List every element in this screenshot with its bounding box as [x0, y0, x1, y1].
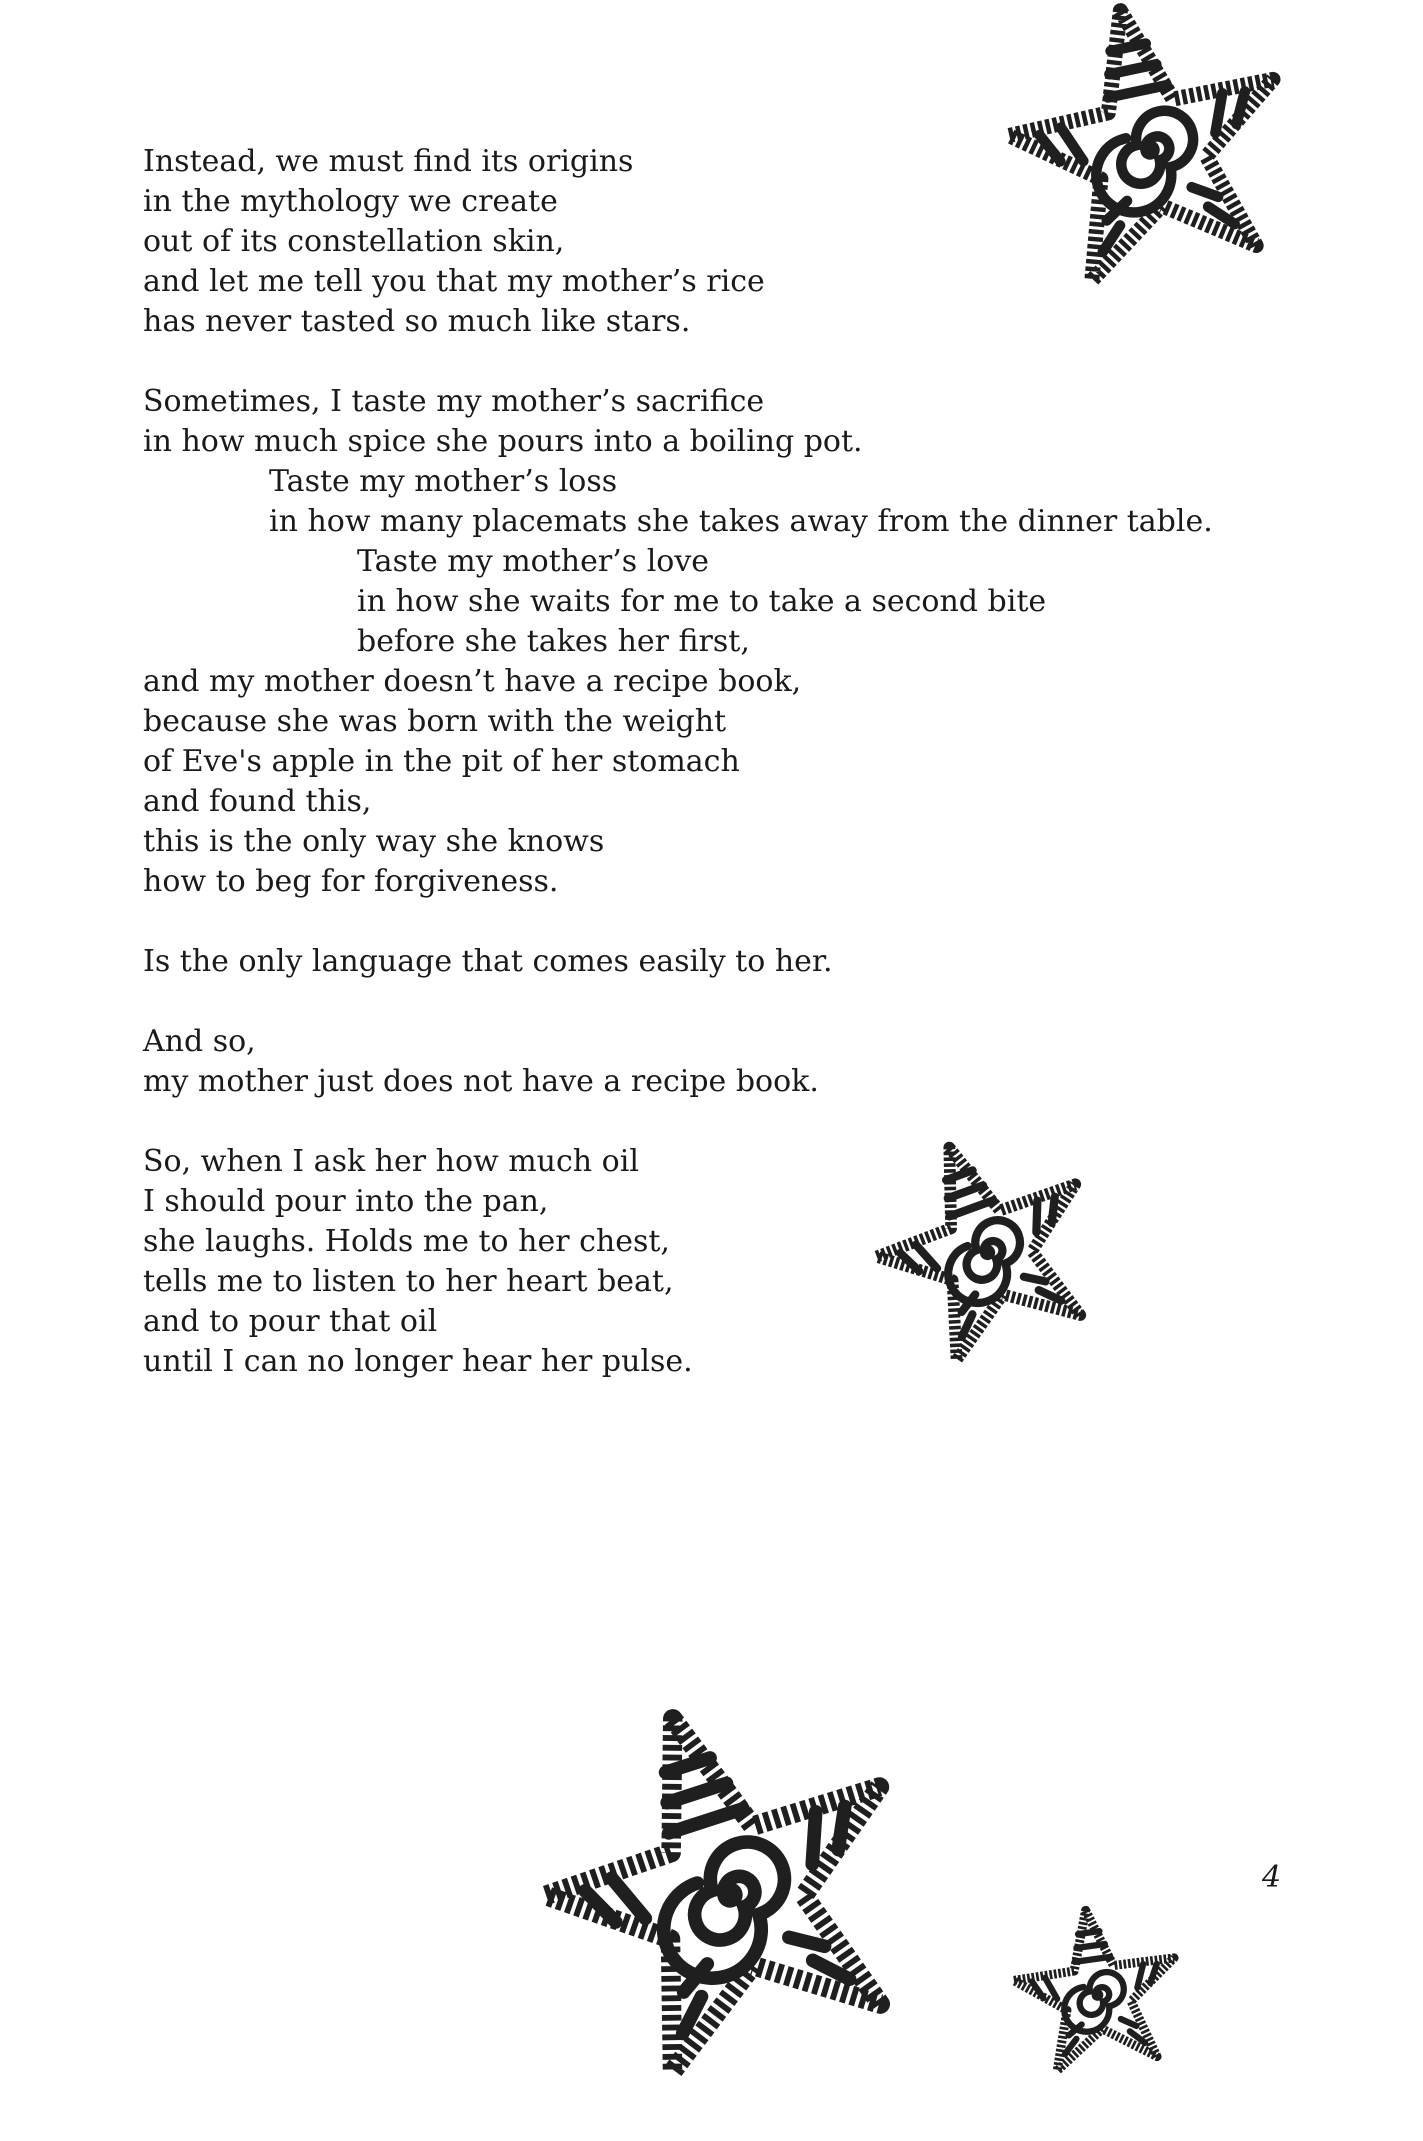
poem-line: has never tasted so much like stars. — [143, 304, 691, 339]
stanza-break — [143, 902, 1303, 942]
poem-line: how to beg for forgiveness. — [143, 864, 559, 899]
poem-line: before she takes her first, — [357, 624, 750, 659]
poem-line: I should pour into the pan, — [143, 1184, 549, 1219]
stanza-break — [143, 1102, 1303, 1142]
poem-line: and let me tell you that my mother’s rice — [143, 264, 765, 299]
stanza-break — [143, 342, 1303, 382]
poem-line: and to pour that oil — [143, 1304, 438, 1339]
poem-line: out of its constellation skin, — [143, 224, 565, 259]
poem-line: and my mother doesn’t have a recipe book, — [143, 664, 802, 699]
poem-line: this is the only way she knows — [143, 824, 605, 859]
poem-body — [143, 142, 1303, 1382]
poem-line: Sometimes, I taste my mother’s sacrifice — [143, 384, 765, 419]
poem-line: in the mythology we create — [143, 184, 558, 219]
poem-line: in how much spice she pours into a boiling pot. — [143, 424, 863, 459]
page-number: 4 — [1262, 1860, 1282, 1895]
stanza-break — [143, 982, 1303, 1022]
poem-line: she laughs. Holds me to her chest, — [143, 1224, 670, 1259]
poem-line: So, when I ask her how much oil — [143, 1144, 639, 1179]
poem-line: of Eve's apple in the pit of her stomach — [143, 744, 740, 779]
poem-line: Taste my mother’s love — [357, 544, 710, 579]
poem-line: in how many placemats she takes away from the dinner table. — [269, 504, 1213, 539]
poem-line: in how she waits for me to take a second bite — [357, 584, 1047, 619]
poem-line: Taste my mother’s loss — [269, 464, 618, 499]
poem-line: until I can no longer hear her pulse. — [143, 1344, 693, 1379]
poem-line: and found this, — [143, 784, 372, 819]
poem-line: my mother just does not have a recipe book. — [143, 1064, 819, 1099]
poem-line: And so, — [143, 1024, 256, 1059]
poem-line: tells me to listen to her heart beat, — [143, 1264, 674, 1299]
spiral-star-icon — [993, 1893, 1201, 2097]
spiral-star-icon — [484, 1649, 975, 2140]
poem-line: because she was born with the weight — [143, 704, 727, 739]
poem-line: Instead, we must find its origins — [143, 144, 634, 179]
poem-line: Is the only language that comes easily to her. — [143, 944, 833, 979]
